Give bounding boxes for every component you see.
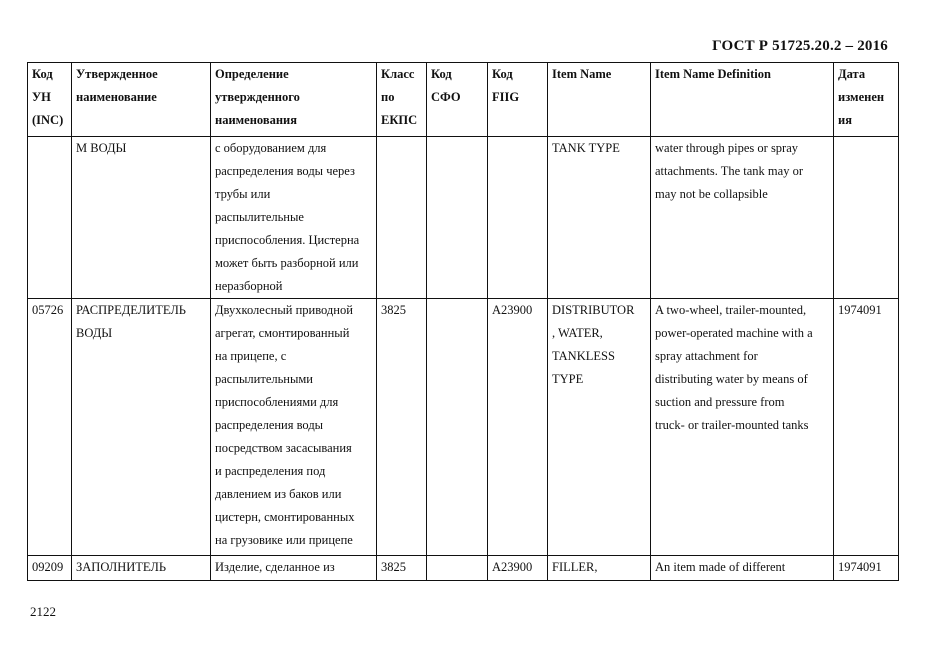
- cell-class: 3825: [377, 299, 427, 556]
- table-row: [28, 137, 899, 299]
- cell-definition: Изделие, сделанное из: [211, 556, 377, 581]
- table-row: [28, 299, 899, 556]
- col-header-name: Утвержденное наименование: [72, 63, 211, 137]
- col-header-item-def: Item Name Definition: [651, 63, 834, 137]
- cell-date: 1974091: [834, 556, 899, 581]
- cell-name: РАСПРЕДЕЛИТЕЛЬ ВОДЫ: [72, 299, 211, 556]
- cell-item-name: DISTRIBUTOR , WATER, TANKLESS TYPE: [548, 299, 651, 556]
- cell-item-name: FILLER,: [548, 556, 651, 581]
- col-header-code: Код УН (INC): [28, 63, 72, 137]
- cell-fiig: A23900: [488, 556, 548, 581]
- cell-item-def: A two-wheel, trailer-mounted, power-operated machine with a spray attachment for distributing water by means of suction and pressure from truck- or trailer-mounted tanks: [651, 299, 834, 556]
- col-header-fiig: Код FIIG: [488, 63, 548, 137]
- col-header-sfo: Код СФО: [427, 63, 488, 137]
- cell-definition: с оборудованием для распределения воды через трубы или распылительные приспособления. Цистерна может быть разборной или неразборной: [211, 137, 377, 299]
- cell-sfo: [427, 137, 488, 299]
- col-header-item-name: Item Name: [548, 63, 651, 137]
- cell-item-name: TANK TYPE: [548, 137, 651, 299]
- cell-code: 05726: [28, 299, 72, 556]
- cell-definition: Двухколесный приводной агрегат, смонтированный на прицепе, с распылительными приспособлениями для распределения воды посредством засасывания и распределения под давлением из баков или цистерн, смонтированных на грузовике или прицепе: [211, 299, 377, 556]
- cell-name: ЗАПОЛНИТЕЛЬ: [72, 556, 211, 581]
- table-row: [28, 556, 899, 581]
- cell-sfo: [427, 556, 488, 581]
- col-header-class: Класс по ЕКПС: [377, 63, 427, 137]
- cell-item-def: An item made of different: [651, 556, 834, 581]
- col-header-definition: Определение утвержденного наименования: [211, 63, 377, 137]
- catalog-table: [27, 62, 899, 581]
- cell-date: [834, 137, 899, 299]
- table-header-row: [28, 63, 899, 137]
- cell-sfo: [427, 299, 488, 556]
- cell-date: 1974091: [834, 299, 899, 556]
- cell-item-def: water through pipes or spray attachments. The tank may or may not be collapsible: [651, 137, 834, 299]
- cell-fiig: A23900: [488, 299, 548, 556]
- cell-class: 3825: [377, 556, 427, 581]
- document-header: ГОСТ Р 51725.20.2 – 2016: [712, 38, 888, 54]
- col-header-date: Дата изменен ия: [834, 63, 899, 137]
- cell-fiig: [488, 137, 548, 299]
- cell-class: [377, 137, 427, 299]
- cell-code: 09209: [28, 556, 72, 581]
- cell-code: [28, 137, 72, 299]
- page-number: 2122: [30, 604, 56, 619]
- cell-name: М ВОДЫ: [72, 137, 211, 299]
